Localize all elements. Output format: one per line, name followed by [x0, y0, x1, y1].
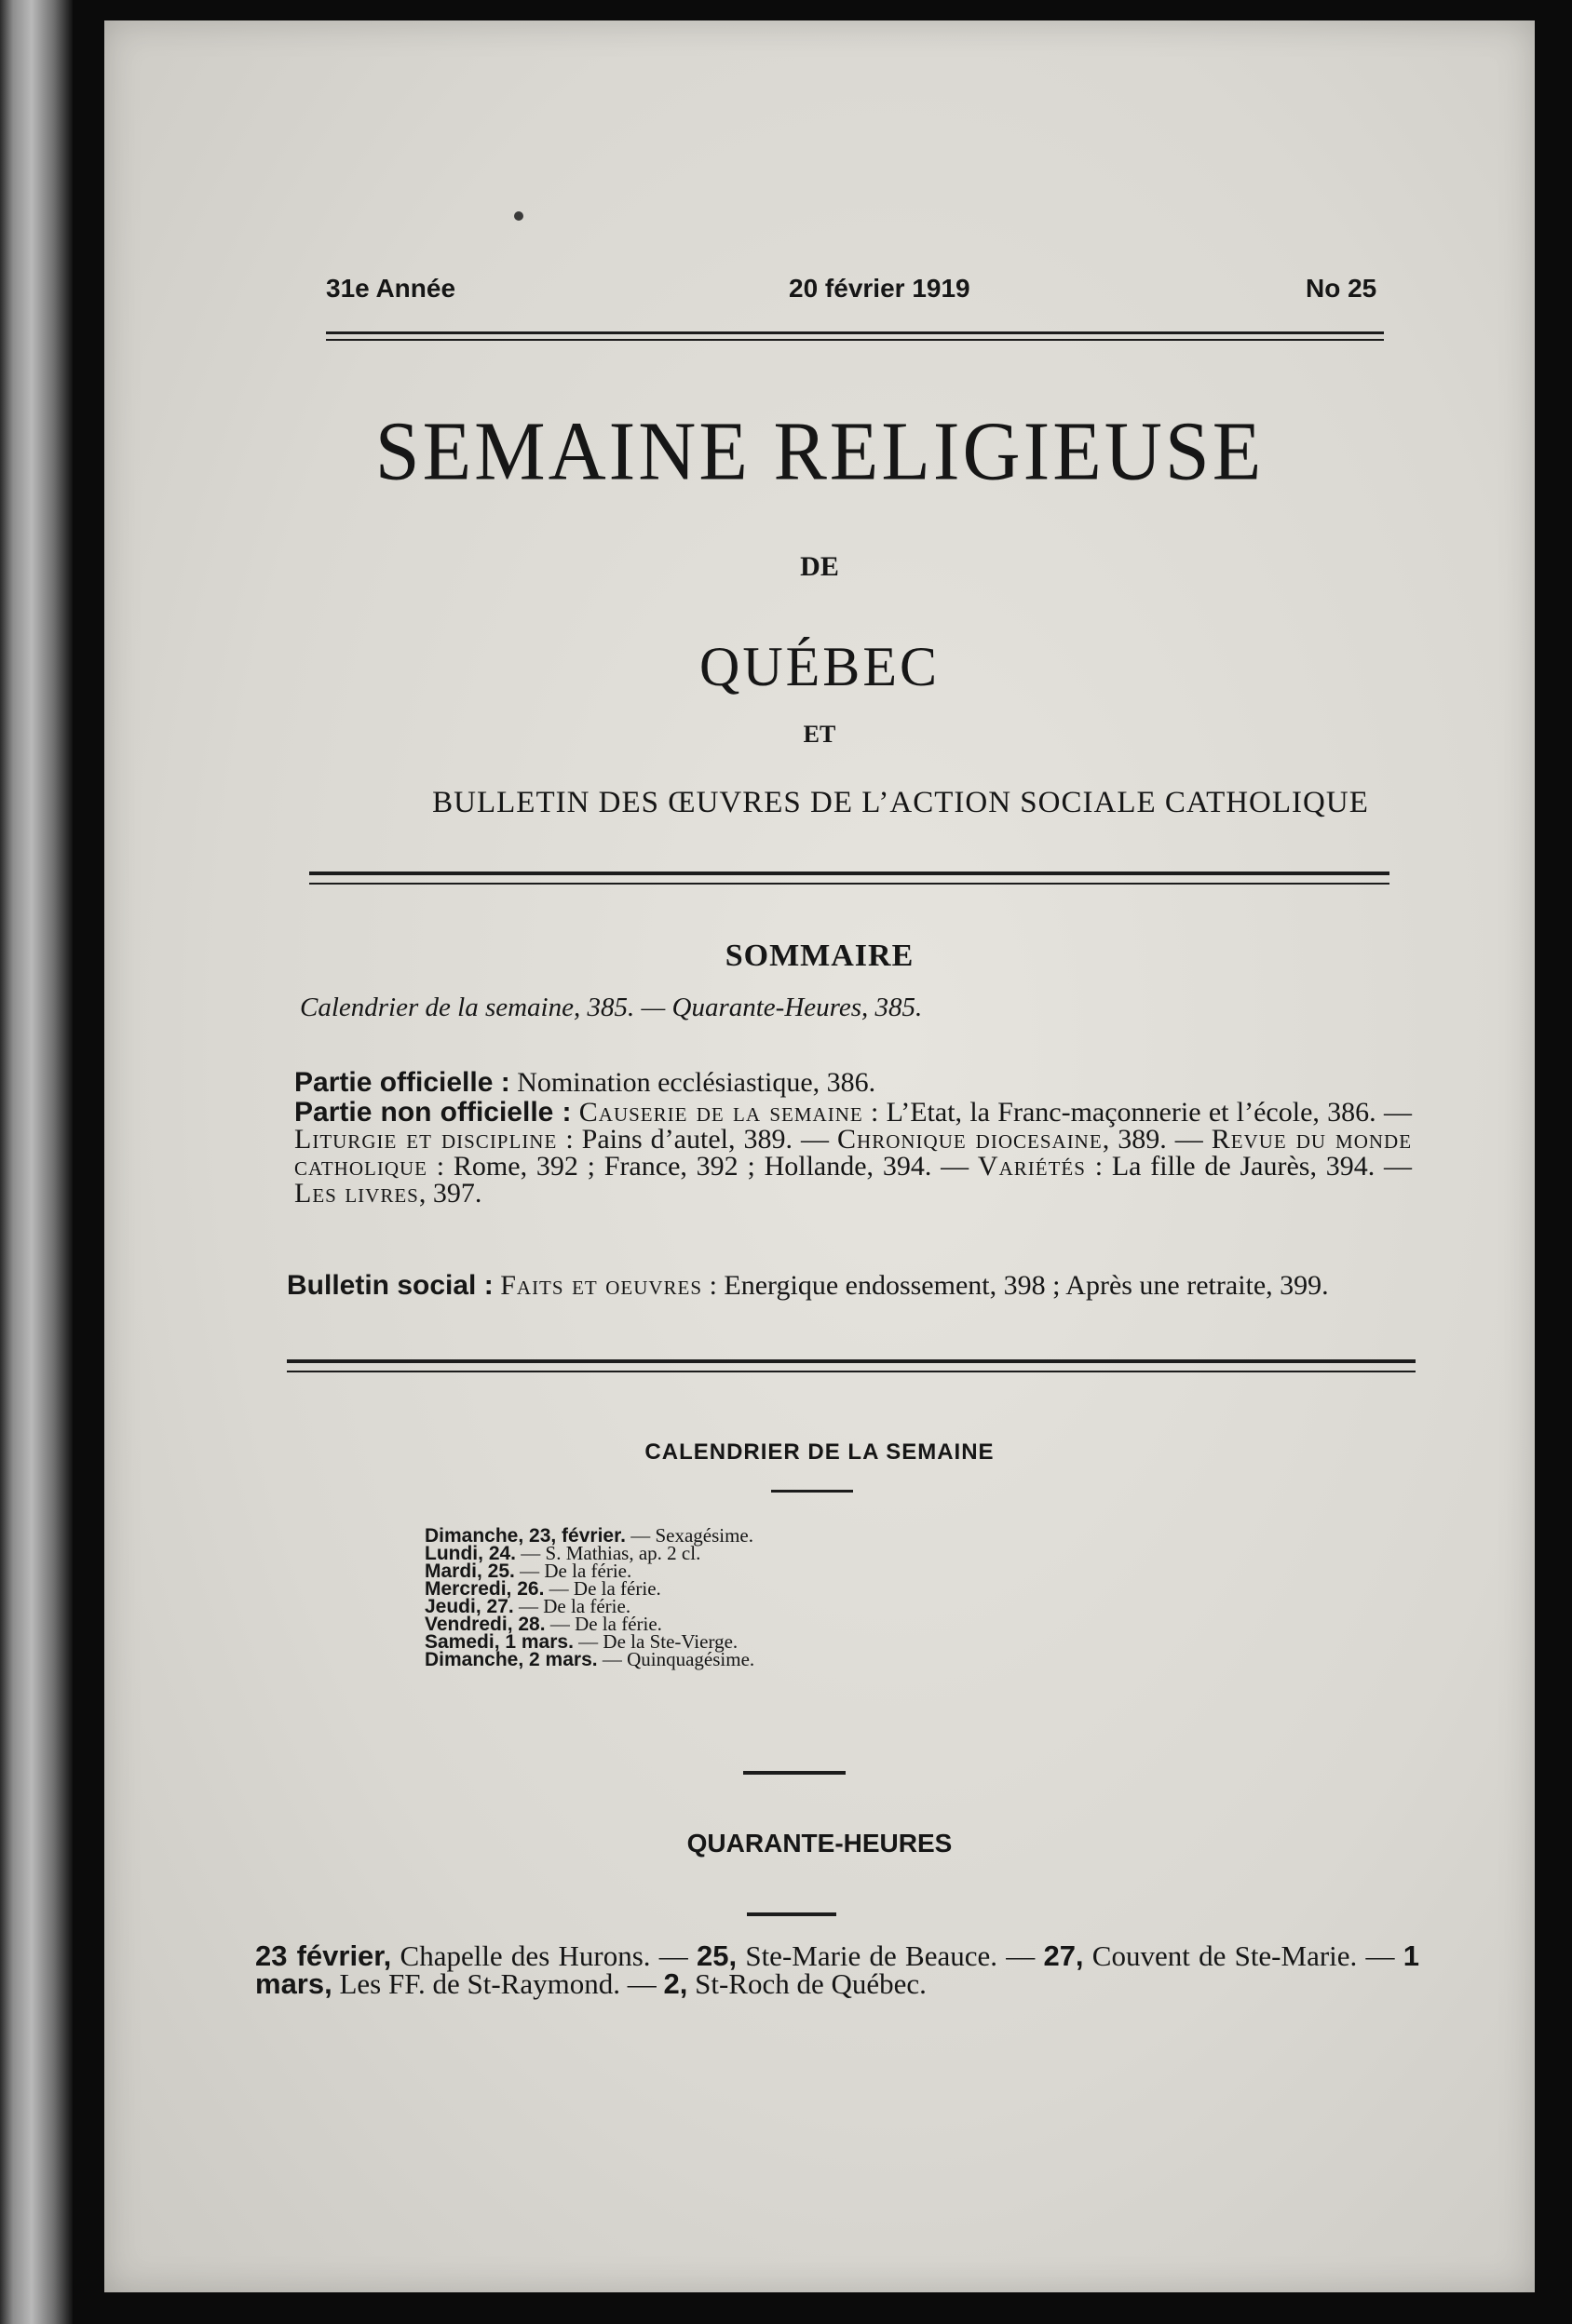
calendrier-text: — De la férie. [520, 1560, 632, 1582]
qh-place: Ste-Marie de Beauce. — [745, 1939, 1036, 1972]
varietes-heading: Variétés [977, 1151, 1086, 1182]
quarante-heures-heading: QUARANTE-HEURES [686, 1829, 953, 1858]
masthead-bulletin: BULLETIN DES ŒUVRES DE L’ACTION SOCIALE CATHOLIQUE [432, 786, 1369, 819]
varietes-text: : La fille de Jaurès, 394. — [1094, 1151, 1413, 1182]
bulletin-social-text: : Energique endossement, 398 ; Après une retraite, 399. [709, 1270, 1329, 1301]
calendrier-text: — De la férie. [549, 1613, 662, 1635]
calendrier-day: Vendredi, 28. [425, 1614, 546, 1635]
qh-date: 1 mars, [255, 1939, 1419, 2000]
partie-officielle [294, 1069, 1412, 1096]
masthead-rule-top [309, 872, 1389, 875]
liturgie-text: : Pains d’autel, 389. — [565, 1124, 829, 1155]
livres-text: , 397. [418, 1178, 482, 1209]
causerie-text: : L’Etat, la Franc-maçonnerie et l’école, 386. — [871, 1097, 1412, 1128]
calendrier-list [425, 1524, 755, 1670]
adjacent-page-edge [0, 0, 73, 2324]
masthead-rule-bottom [309, 883, 1389, 885]
volume-year: 31e Année [326, 274, 456, 303]
partie-non-officielle [294, 1099, 1412, 1207]
header-rule-bottom [326, 339, 1384, 341]
calendrier-day: Dimanche, 23, février. [425, 1525, 626, 1547]
revue-text: : Rome, 392 ; France, 392 ; Hollande, 394. — [436, 1151, 969, 1182]
calendrier-day: Jeudi, 27. [425, 1596, 514, 1617]
masthead-et: ET [803, 721, 836, 748]
qh-date: 23 février, [255, 1939, 392, 1972]
causerie-heading: Causerie de la semaine [578, 1097, 863, 1128]
calendrier-heading: CALENDRIER DE LA SEMAINE [644, 1439, 995, 1465]
calendrier-short-rule [771, 1490, 853, 1493]
masthead-de: DE [800, 551, 839, 582]
partie-officielle-text: Nomination ecclésiastique, 386. [517, 1067, 876, 1098]
ink-speck [514, 211, 523, 221]
calendrier-text: — S. Mathias, ap. 2 cl. [521, 1542, 701, 1564]
qh-date: 2, [663, 1967, 688, 2000]
chronique-text: , 389. — [1102, 1124, 1203, 1155]
qh-place: Couvent de Ste-Marie. — [1091, 1939, 1395, 1972]
calendrier-text: — Sexagésime. [630, 1524, 754, 1547]
masthead-title: SEMAINE RELIGIEUSE [374, 403, 1265, 498]
partie-non-officielle-label: Partie non officielle : [294, 1097, 572, 1128]
calendrier-day: Dimanche, 2 mars. [425, 1649, 598, 1670]
calendrier-text: — De la Ste-Vierge. [578, 1630, 739, 1653]
qh-place: St-Roch de Québec. [695, 1967, 927, 2000]
calendrier-day: Lundi, 24. [425, 1543, 517, 1564]
qh-date: 25, [696, 1939, 738, 1972]
sommaire-calendar-line: Calendrier de la semaine, 385. — Quarante-Heures, 385. [300, 993, 923, 1022]
quarante-heures-short-rule [747, 1912, 836, 1916]
issue-number: No 25 [1306, 274, 1377, 303]
livres-heading: Les livres [294, 1178, 419, 1209]
calendrier-row [425, 1648, 755, 1670]
revue-heading: Revue du monde catholique [294, 1124, 1413, 1182]
calendrier-day: Samedi, 1 mars. [425, 1631, 574, 1653]
calendrier-end-rule [743, 1771, 846, 1775]
partie-officielle-label: Partie officielle : [294, 1067, 510, 1098]
bulletin-social-label: Bulletin social : [287, 1270, 494, 1301]
header-rule-top [326, 331, 1384, 334]
qh-place: Les FF. de St-Raymond. — [339, 1967, 657, 2000]
liturgie-heading: Liturgie et discipline [294, 1124, 558, 1155]
faits-oeuvres-heading: Faits et oeuvres [500, 1270, 703, 1301]
calendrier-day: Mercredi, 26. [425, 1578, 545, 1600]
bulletin-social [287, 1272, 1414, 1299]
calendrier-text: — De la férie. [549, 1577, 661, 1600]
document-page [104, 20, 1535, 2292]
masthead-city: QUÉBEC [699, 636, 940, 697]
qh-date: 27, [1043, 1939, 1084, 1972]
chronique-heading: Chronique diocesaine [837, 1124, 1103, 1155]
qh-place: Chapelle des Hurons. — [400, 1939, 688, 1972]
sommaire-heading: SOMMAIRE [725, 939, 915, 973]
calendrier-text: — De la férie. [518, 1595, 631, 1617]
issue-date: 20 février 1919 [789, 274, 970, 303]
quarante-heures-text [255, 1939, 1419, 2000]
calendrier-text: — Quinquagésime. [602, 1648, 755, 1670]
sommaire-rule-top [287, 1359, 1416, 1363]
calendrier-day: Mardi, 25. [425, 1561, 515, 1582]
sommaire-rule-bottom [287, 1371, 1416, 1372]
